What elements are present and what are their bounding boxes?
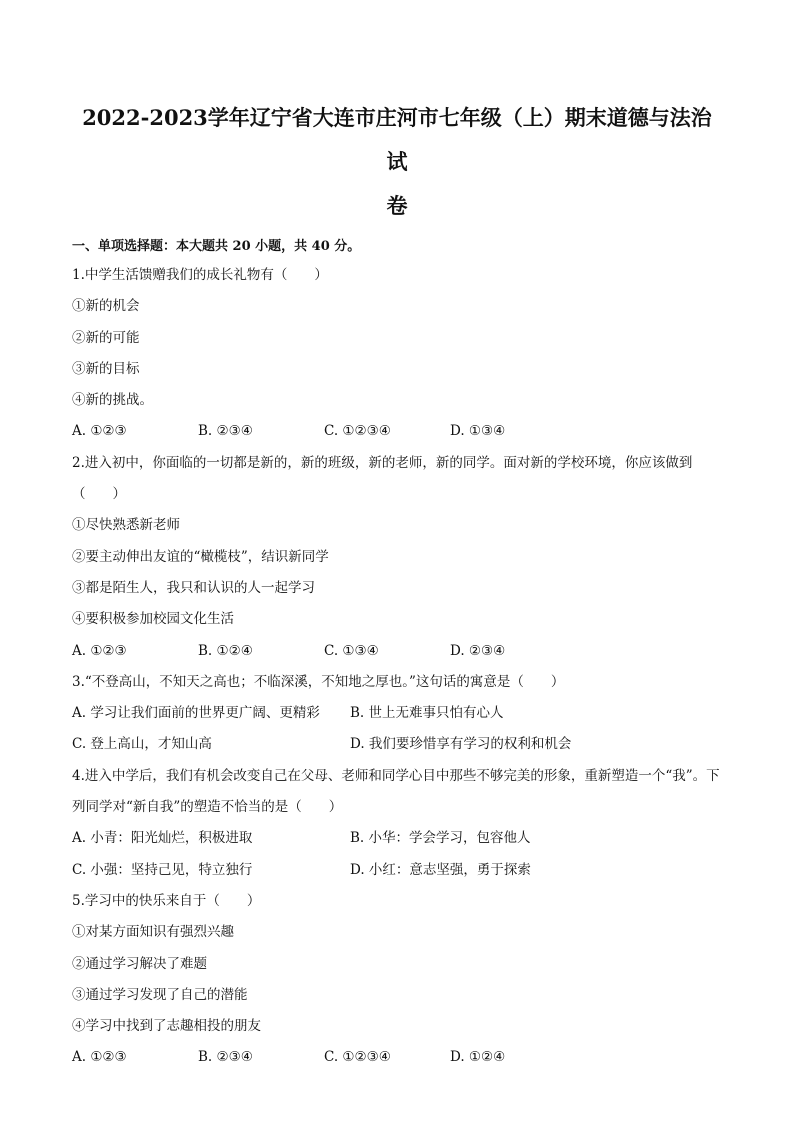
option-a: A. 小青：阳光灿烂，积极进取	[72, 830, 253, 847]
exam-title	[72, 96, 722, 228]
option-d: D. ②③④	[450, 642, 506, 659]
option-b: B. 世上无难事只怕有心人	[350, 705, 504, 722]
answer-options	[72, 636, 722, 667]
statement-item: ②要主动伸出友谊的“橄榄枝”，结识新同学	[72, 548, 329, 565]
option-d: D. ①③④	[450, 423, 506, 440]
question-2	[72, 448, 722, 667]
option-a: A. ①②③	[72, 423, 127, 440]
option-d: D. 小红：意志坚强，勇于探索	[350, 861, 531, 878]
answer-options	[72, 1042, 722, 1073]
option-d: D. 我们要珍惜享有学习的权利和机会	[350, 736, 572, 753]
option-b: B. ②③④	[198, 1049, 253, 1066]
statement-item: ②新的可能	[72, 329, 140, 346]
question-4	[72, 761, 722, 886]
option-c: C. ①③④	[324, 642, 379, 659]
statement-item: ④新的挑战。	[72, 392, 153, 409]
statement-item: ①对某方面知识有强烈兴趣	[72, 924, 234, 941]
statement-item: ③通过学习发现了自己的潜能	[72, 986, 248, 1003]
option-c: C. 小强：坚持己见，特立独行	[72, 861, 253, 878]
option-c: C. 登上高山，才知山高	[72, 736, 212, 753]
option-b: B. 小华：学会学习，包容他人	[350, 830, 531, 847]
option-c: C. ①②③④	[324, 1049, 391, 1066]
option-b: B. ①②④	[198, 642, 253, 659]
question-stem: 4.进入中学后，我们有机会改变自己在父母、老师和同学心目中那些不够完美的形象，重新塑造一个“我”。下列同学对“新自我”的塑造不恰当的是（ ）	[72, 767, 720, 816]
question-1	[72, 260, 722, 448]
answer-options	[72, 698, 722, 761]
question-stem: 1.中学生活馈赠我们的成长礼物有（ ）	[72, 267, 328, 283]
question-stem: 2.进入初中，你面临的一切都是新的，新的班级，新的老师，新的同学。面对新的学校环境，你应该做到（ ）	[72, 454, 693, 503]
option-d: D. ①②④	[450, 1049, 506, 1066]
answer-options	[72, 823, 722, 886]
statement-item: ④学习中找到了志趣相投的朋友	[72, 1018, 261, 1035]
question-stem: 5.学习中的快乐来自于（ ）	[72, 892, 261, 909]
statement-item: ④要积极参加校园文化生活	[72, 611, 234, 628]
question-3	[72, 667, 722, 761]
question-stem: 3.“不登高山，不知天之高也；不临深溪，不知地之厚也。”这句话的寓意是（ ）	[72, 673, 565, 690]
option-c: C. ①②③④	[324, 423, 391, 440]
option-a: A. ①②③	[72, 642, 127, 659]
question-5	[72, 886, 722, 1074]
statement-item: ③新的目标	[72, 360, 140, 377]
exam-title-line-1: 2022-2023学年辽宁省大连市庄河市七年级（上）期末道德与法治试	[82, 105, 712, 174]
statement-item: ③都是陌生人，我只和认识的人一起学习	[72, 579, 315, 596]
statement-item: ②通过学习解决了难题	[72, 955, 207, 972]
statement-item: ①新的机会	[72, 298, 140, 315]
answer-options	[72, 416, 722, 447]
option-a: A. ①②③	[72, 1049, 127, 1066]
statement-item: ①尽快熟悉新老师	[72, 517, 180, 534]
section-heading: 一、单项选择题：本大题共 20 小题，共 40 分。	[72, 239, 361, 254]
option-a: A. 学习让我们面前的世界更广阔、更精彩	[72, 705, 320, 722]
exam-page	[72, 96, 722, 1074]
option-b: B. ②③④	[198, 423, 253, 440]
exam-title-line-2: 卷	[386, 193, 408, 218]
